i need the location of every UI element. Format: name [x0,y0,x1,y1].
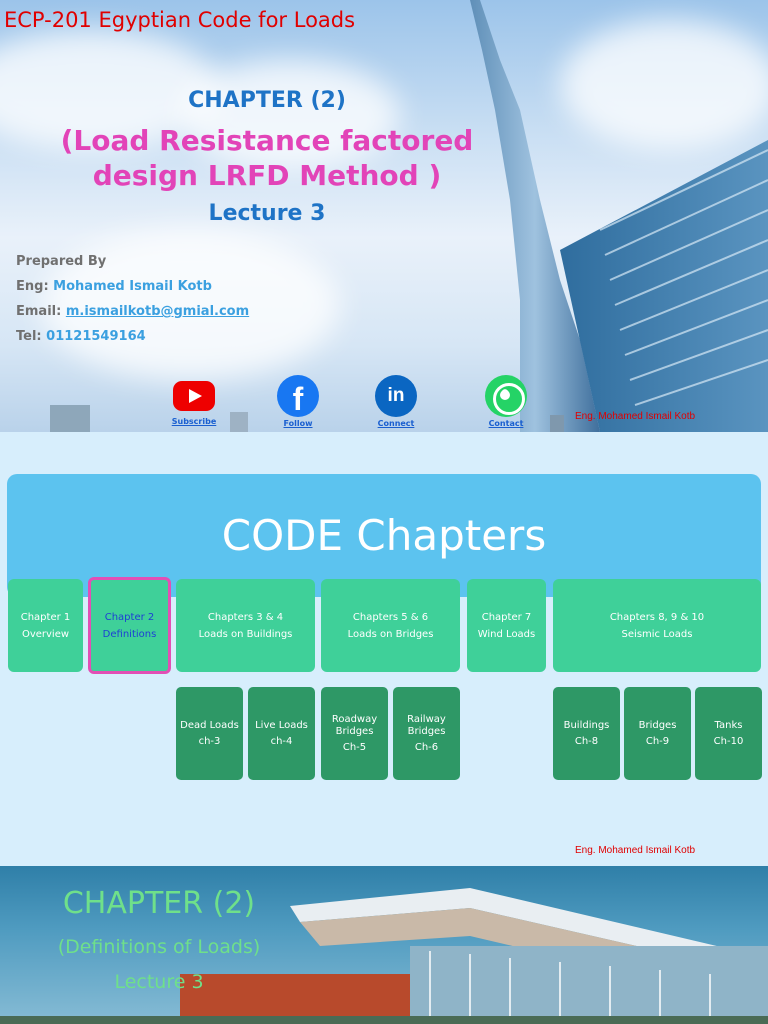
chapter-box-line1: Chapter 2 [104,611,155,623]
engineer-line [16,279,212,294]
chapter-box-line2: Seismic Loads [621,628,693,640]
subtitle-line-1: (Load Resistance factored [60,124,474,157]
subtitle-line-2: design LRFD Method ) [92,159,442,192]
sub-line2: ch-4 [270,735,293,747]
sub-line2: Ch-9 [645,735,670,747]
chapter-subtitle [0,123,534,193]
contact-label: Contact [488,419,524,428]
sub-line1: Live Loads [255,719,308,731]
slide3-lecture: Lecture 3 [114,971,204,993]
engineer-name: Mohamed Ismail Kotb [53,279,212,294]
linkedin-icon: in [375,375,417,417]
sub-line2: Bridges [335,725,374,737]
subchapter-bridges[interactable] [624,687,691,780]
subchapter-railway-bridges[interactable] [393,687,460,780]
sub-line2: Ch-10 [713,735,744,747]
chapter-box-line2: Overview [21,628,70,640]
chapter-box-1[interactable] [8,579,83,672]
subchapter-dead-loads[interactable] [176,687,243,780]
sub-line2: Bridges [407,725,446,737]
chapter-title: CHAPTER (2) [188,88,346,113]
subchapter-live-loads[interactable] [248,687,315,780]
whatsapp-icon [485,375,527,417]
subscribe-label: Subscribe [171,417,217,426]
chapter-box-3-4[interactable] [176,579,315,672]
tel-line [16,329,146,344]
facebook-icon: f [277,375,319,417]
chapter-box-line1: Chapter 1 [20,611,71,623]
subchapter-roadway-bridges[interactable] [321,687,388,780]
chapter-box-line1: Chapters 8, 9 & 10 [609,611,705,623]
follow-label: Follow [283,419,313,428]
connect-label: Connect [377,419,415,428]
sub-line1: Tanks [714,719,743,731]
slide3-subtitle: (Definitions of Loads) [57,936,261,958]
code-chapters-slide [0,432,768,866]
tel-number: 01121549164 [46,329,146,344]
email-link[interactable]: m.ismailkotb@gmial.com [65,304,250,319]
chapter-box-line1: Chapter 7 [481,611,532,623]
sub-line1: Bridges [638,719,677,731]
email-line [16,304,249,319]
chapter-box-5-6[interactable] [321,579,460,672]
youtube-subscribe-link[interactable] [164,375,224,426]
sub-line3: Ch-5 [342,741,367,753]
chapter-box-line2: Definitions [102,628,157,640]
chapter-box-line2: Wind Loads [477,628,536,640]
title-slide [0,0,768,432]
chapter-box-line1: Chapters 3 & 4 [207,611,284,623]
whatsapp-contact-link[interactable] [476,375,536,428]
sub-line3: Ch-6 [414,741,439,753]
slide3-chapter-title: CHAPTER (2) [62,886,256,921]
sub-line1: Buildings [563,719,610,731]
chapter-box-7[interactable] [467,579,546,672]
linkedin-connect-link[interactable] [366,375,426,428]
definitions-slide [0,866,768,1024]
subchapter-tanks[interactable] [695,687,762,780]
sub-line2: ch-3 [198,735,221,747]
youtube-icon [173,381,215,411]
prepared-by-label: Prepared By [16,254,107,269]
eng-label: Eng: [16,279,49,294]
chapter-box-line2: Loads on Bridges [347,628,434,640]
sub-line1: Railway [407,713,446,725]
chapter-box-line1: Chapters 5 & 6 [352,611,429,623]
chapter-box-2-selected[interactable] [88,577,171,674]
sub-line1: Dead Loads [180,719,239,731]
chapter-box-8-9-10[interactable] [553,579,761,672]
sub-line1: Roadway [331,713,378,725]
chapter-box-line2: Loads on Buildings [198,628,293,640]
lecture-number: Lecture 3 [208,201,326,226]
author-signature: Eng. Mohamed Ismail Kotb [575,845,696,856]
email-label: Email: [16,304,62,319]
author-signature: Eng. Mohamed Ismail Kotb [575,411,696,422]
code-chapters-heading: CODE Chapters [7,474,761,597]
subchapter-buildings[interactable] [553,687,620,780]
facebook-follow-link[interactable] [268,375,328,428]
document-title: ECP-201 Egyptian Code for Loads [4,8,356,32]
tel-label: Tel: [16,329,42,344]
sub-line2: Ch-8 [574,735,599,747]
